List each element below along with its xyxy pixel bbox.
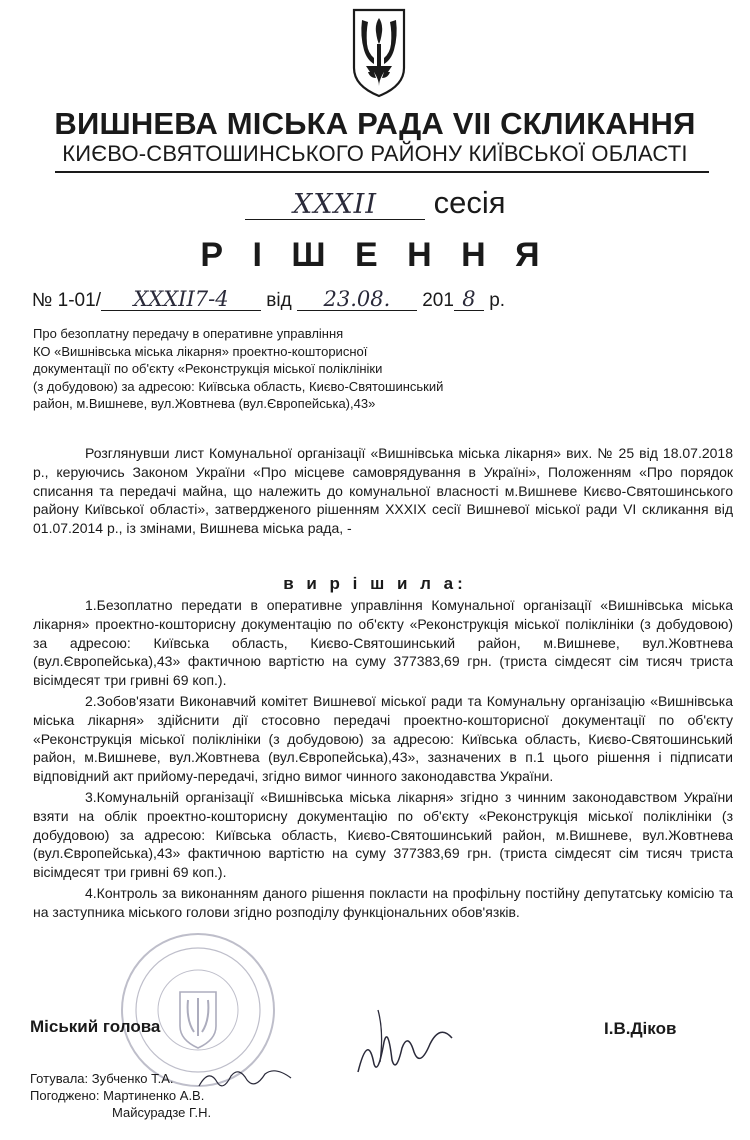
resolution-item: 3.Комунальній організації «Вишнівська міська лікарня» згідно з чинним законодавством України взяти на облік проектно-кошторисну документацію по об'єкту «Реконструкція міської поліклініки (з добудовою) за адресою: Київська область, Києво-Святошинський район, м.Вишневе, вул.Жовтнева (вул.Європейська),43» фактичною вартістю на суму 377383,69 грн. (триста сімдесят сім тисяч триста вісімдесят три гривні 69 коп.). [33,788,733,881]
mayor-signature-icon [350,1002,460,1082]
decision-number-line [32,288,505,312]
resolution-items [33,596,733,924]
agreed-by-1: Мартиненко А.В. [103,1088,205,1103]
subject-line: документації по об'єкту «Реконструкція міської поліклініки [33,361,383,376]
decision-number-prefix: № 1-01/ [32,290,101,311]
subject-line: Про безоплатну передачу в оперативне управління [33,326,344,341]
preamble-paragraph: Розглянувши лист Комунальної організації «Вишнівська міська лікарня» вих. № 25 від 18.07.2018 р., керуючись Законом України «Про місцеве самоврядування в Україні», Положенням «Про порядок списання та передачі майна, що належить до комунальної власності м.Вишневе Києво-Святошинського району Київської області», затвердженого рішенням XXXIX сесії Вишневої міської ради VI скликання від 01.07.2014 р., із змінами, Вишнева міська рада, - [33,445,733,537]
mayor-title: Міський голова [30,1017,161,1036]
mayor-name: І.В.Діков [604,1019,677,1038]
resolution-item: 1.Безоплатно передати в оперативне управління Комунальної організації «Вишнівська міська лікарня» проектно-кошторисну документацію по об'єкту «Реконструкція міської поліклініки (з добудовою) за адресою: Київська область, Києво-Святошинський район, м.Вишневе, вул.Жовтнева (вул.Європейська),43» фактичною вартістю на суму 377383,69 грн. (триста сімдесят сім тисяч триста вісімдесят три гривні 69 коп.). [33,597,733,689]
subject-line: КО «Вишнівська міська лікарня» проектно-кошторисної [33,343,368,359]
decision-number: XXXII7-4 [101,288,261,311]
subject-line: район, м.Вишневе, вул.Жовтнева (вул.Європейська),43» [33,396,376,411]
session-number: XXXII [245,191,425,220]
session-label: сесія [433,185,506,220]
agreed-line-2 [30,1104,211,1121]
decision-subject [33,325,503,413]
resolution-item: 4.Контроль за виконанням даного рішення покласти на профільну постійну депутатську комісію та на заступника міського голови згідно розподілу функціональних обов'язків. [33,884,733,920]
district-name: КИЄВО-СВЯТОШИНСЬКОГО РАЙОНУ КИЇВСЬКОЇ ОБЛАСТІ [62,141,688,166]
agreed-by-2: Майсурадзе Г.Н. [112,1105,212,1120]
prepared-label: Готувала: [30,1071,89,1086]
trident-emblem-icon [348,6,410,100]
year-prefix: 201 [422,290,454,311]
decision-title: Р І Ш Е Н Н Я [200,236,550,274]
subject-line: (з добудовою) за адресою: Київська область, Києво-Святошинський [33,378,444,394]
year-digit: 8 [454,288,484,311]
footer-approvals [30,1070,211,1121]
year-suffix: р. [489,290,506,311]
header-divider [55,171,709,173]
date-label: від [266,290,292,311]
session-line [245,185,506,221]
agreed-line [30,1087,211,1104]
council-name: ВИШНЕВА МІСЬКА РАДА VII СКЛИКАННЯ [54,106,696,141]
agreed-label: Погоджено: [30,1088,100,1103]
prepared-by: Зубченко Т.А. [91,1071,174,1086]
decision-date: 23.08. [297,288,417,311]
resolved-heading: в и р і ш и л а: [283,574,467,593]
resolution-item: 2.Зобов'язати Виконавчий комітет Вишневої міської ради та Комунальну організацію «Вишнівська міська лікарня» здійснити дії стосовно передачі проектно-кошторисної документації по об'єкту «Реконструкція міської поліклініки (з добудовою) за адресою: Київська область, Києво-Святошинський район, м.Вишневе, вул.Жовтнева (вул.Європейська),43», зазначених в п.1 цього рішення і підписати відповідний акт прийому-передачі, згідно вимог чинного законодавства України. [33,692,733,785]
prepared-line [30,1070,211,1087]
